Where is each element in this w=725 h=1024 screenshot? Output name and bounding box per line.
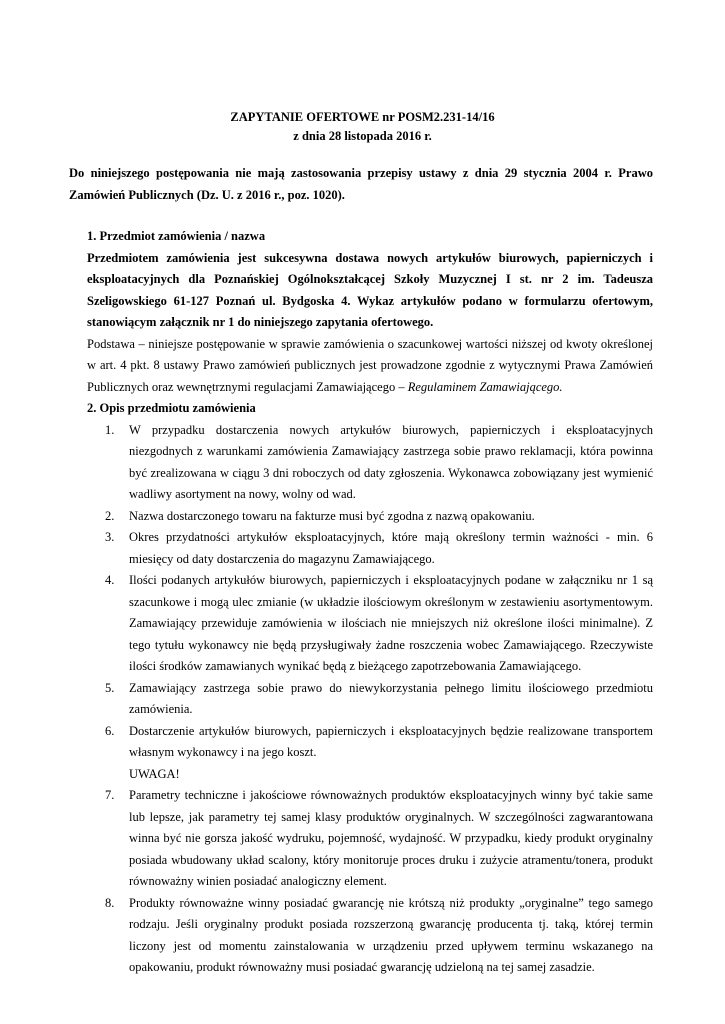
list-item-number: 8. (105, 895, 115, 910)
section1-basis-paragraph (87, 334, 653, 399)
warning-note: UWAGA! (129, 766, 180, 781)
list-item-number: 3. (105, 530, 115, 544)
list-item-text: Nazwa dostarczonego towaru na fakturze musi być zgodna z nazwą opakowaniu. (129, 508, 535, 523)
document-title: ZAPYTANIE OFERTOWE nr POSM2.231-14/16 (230, 110, 495, 124)
section1-subject-paragraph: Przedmiotem zamówienia jest sukcesywna dostawa nowych artykułów biurowych, papierniczych i eksploatacyjnych dla Poznańskiej Ogólnokształcącej Szkoły Muzycznej I st. nr 2 im. Tadeusza Szeligowskiego 61-127 Poznań ul. Bydgoska 4. Wykaz artykułów podano w formularzu ofertowym, stanowiącym załącznik nr 1 do niniejszego zapytania ofertowego. (87, 250, 653, 329)
list-item-text: Produkty równoważne winny posiadać gwarancję nie krótszą niż produkty „oryginalne” tego samego rodzaju. Jeśli oryginalny produkt posiada rozszerzoną gwarancję producenta tj. taką, której termin liczony jest od momentu zainstalowania w urządzeniu przed upływem terminu wskazanego na opakowaniu, produkt równoważny musi posiadać gwarancję udzieloną na tej samej zasadzie. (129, 895, 653, 974)
document-date: z dnia 28 listopada 2016 r. (293, 129, 432, 143)
list-item (87, 893, 653, 979)
list-item-number: 6. (105, 723, 115, 738)
basis-text: Podstawa – niniejsze postępowanie w sprawie zamówienia o szacunkowej wartości niższej od kwoty określonej w art. 4 pkt. 8 ustawy Prawo zamówień publicznych jest prowadzone zgodnie z wytycznymi Prawa Zamówień Publicznych oraz wewnętrznymi regulacjami Zamawiającego – (87, 336, 653, 394)
list-item (87, 785, 653, 893)
regulation-reference: Regulaminem Zamawiającego. (407, 379, 563, 394)
list-item-number: 5. (105, 680, 115, 695)
list-item-text: W przypadku dostarczenia nowych artykułów biurowych, papierniczych i eksploatacyjnych niezgodnych z warunkami zamówienia Zamawiający zastrzega sobie prawo reklamacji, która powinna być zrealizowana w ciągu 3 dni roboczych od daty zgłoszenia. Wykonawca zobowiązany jest wymienić wadliwy asortyment na nowy, wolny od wad. (129, 422, 653, 501)
intro-paragraph: Do niniejszego postępowania nie mają zastosowania przepisy ustawy z dnia 29 stycznia 2004 r. Prawo Zamówień Publicznych (Dz. U. z 2016 r., poz. 1020). (69, 166, 653, 202)
section2-heading: 2. Opis przedmiotu zamówienia (87, 401, 256, 415)
section1-heading: 1. Przedmiot zamówienia / nazwa (87, 229, 266, 243)
requirements-list (87, 420, 653, 979)
list-item (87, 570, 653, 678)
list-item-text: Ilości podanych artykułów biurowych, papierniczych i eksploatacyjnych podane w załączniku nr 1 są szacunkowe i mogą ulec zmianie (w układzie ilościowym określonym w zestawieniu asortymentowym. Zamawiający przewiduje zamówienia w ilościach nie mniejszych niż określone ilości minimalne). Z tego tytułu wykonawcy nie będą przysługiwały żadne roszczenia wobec Zamawiającego. Rzeczywiste ilości środków zamawianych wynikać będą z bieżącego zapotrzebowania Zamawiającego. (129, 573, 653, 673)
document-body (87, 226, 653, 979)
list-item-text: Dostarczenie artykułów biurowych, papierniczych i eksploatacyjnych będzie realizowane transportem własnym wykonawcy i na jego koszt. (129, 723, 653, 759)
list-item (87, 506, 653, 528)
list-item-text: Parametry techniczne i jakościowe równoważnych produktów eksploatacyjnych winny być takie same lub lepsze, jak parametry tej samej klasy produktów oryginalnych. W szczególności zagwarantowana winna być nie gorsza jakość wydruku, pojemność, wydajność. W przypadku, kiedy produkt oryginalny posiada wbudowany układ scalony, który monitoruje proces druku i zużycie atramentu/tonera, produkt równoważny winien posiadać analogiczny element. (129, 788, 653, 888)
list-item-text: Zamawiający zastrzega sobie prawo do niewykorzystania pełnego limitu ilościowego przedmiotu zamówienia. (129, 680, 653, 716)
list-item-number: 7. (105, 788, 115, 802)
list-item (87, 527, 653, 570)
list-item-number: 1. (105, 422, 115, 437)
list-item (87, 678, 653, 721)
list-item (87, 721, 653, 786)
list-item-number: 4. (105, 573, 115, 587)
list-item-number: 2. (105, 508, 115, 523)
list-item-text: Okres przydatności artykułów eksploatacyjnych, które mają określony termin ważności - min. 6 miesięcy od daty dostarczenia do magazynu Zamawiającego. (129, 530, 653, 566)
list-item (87, 420, 653, 506)
